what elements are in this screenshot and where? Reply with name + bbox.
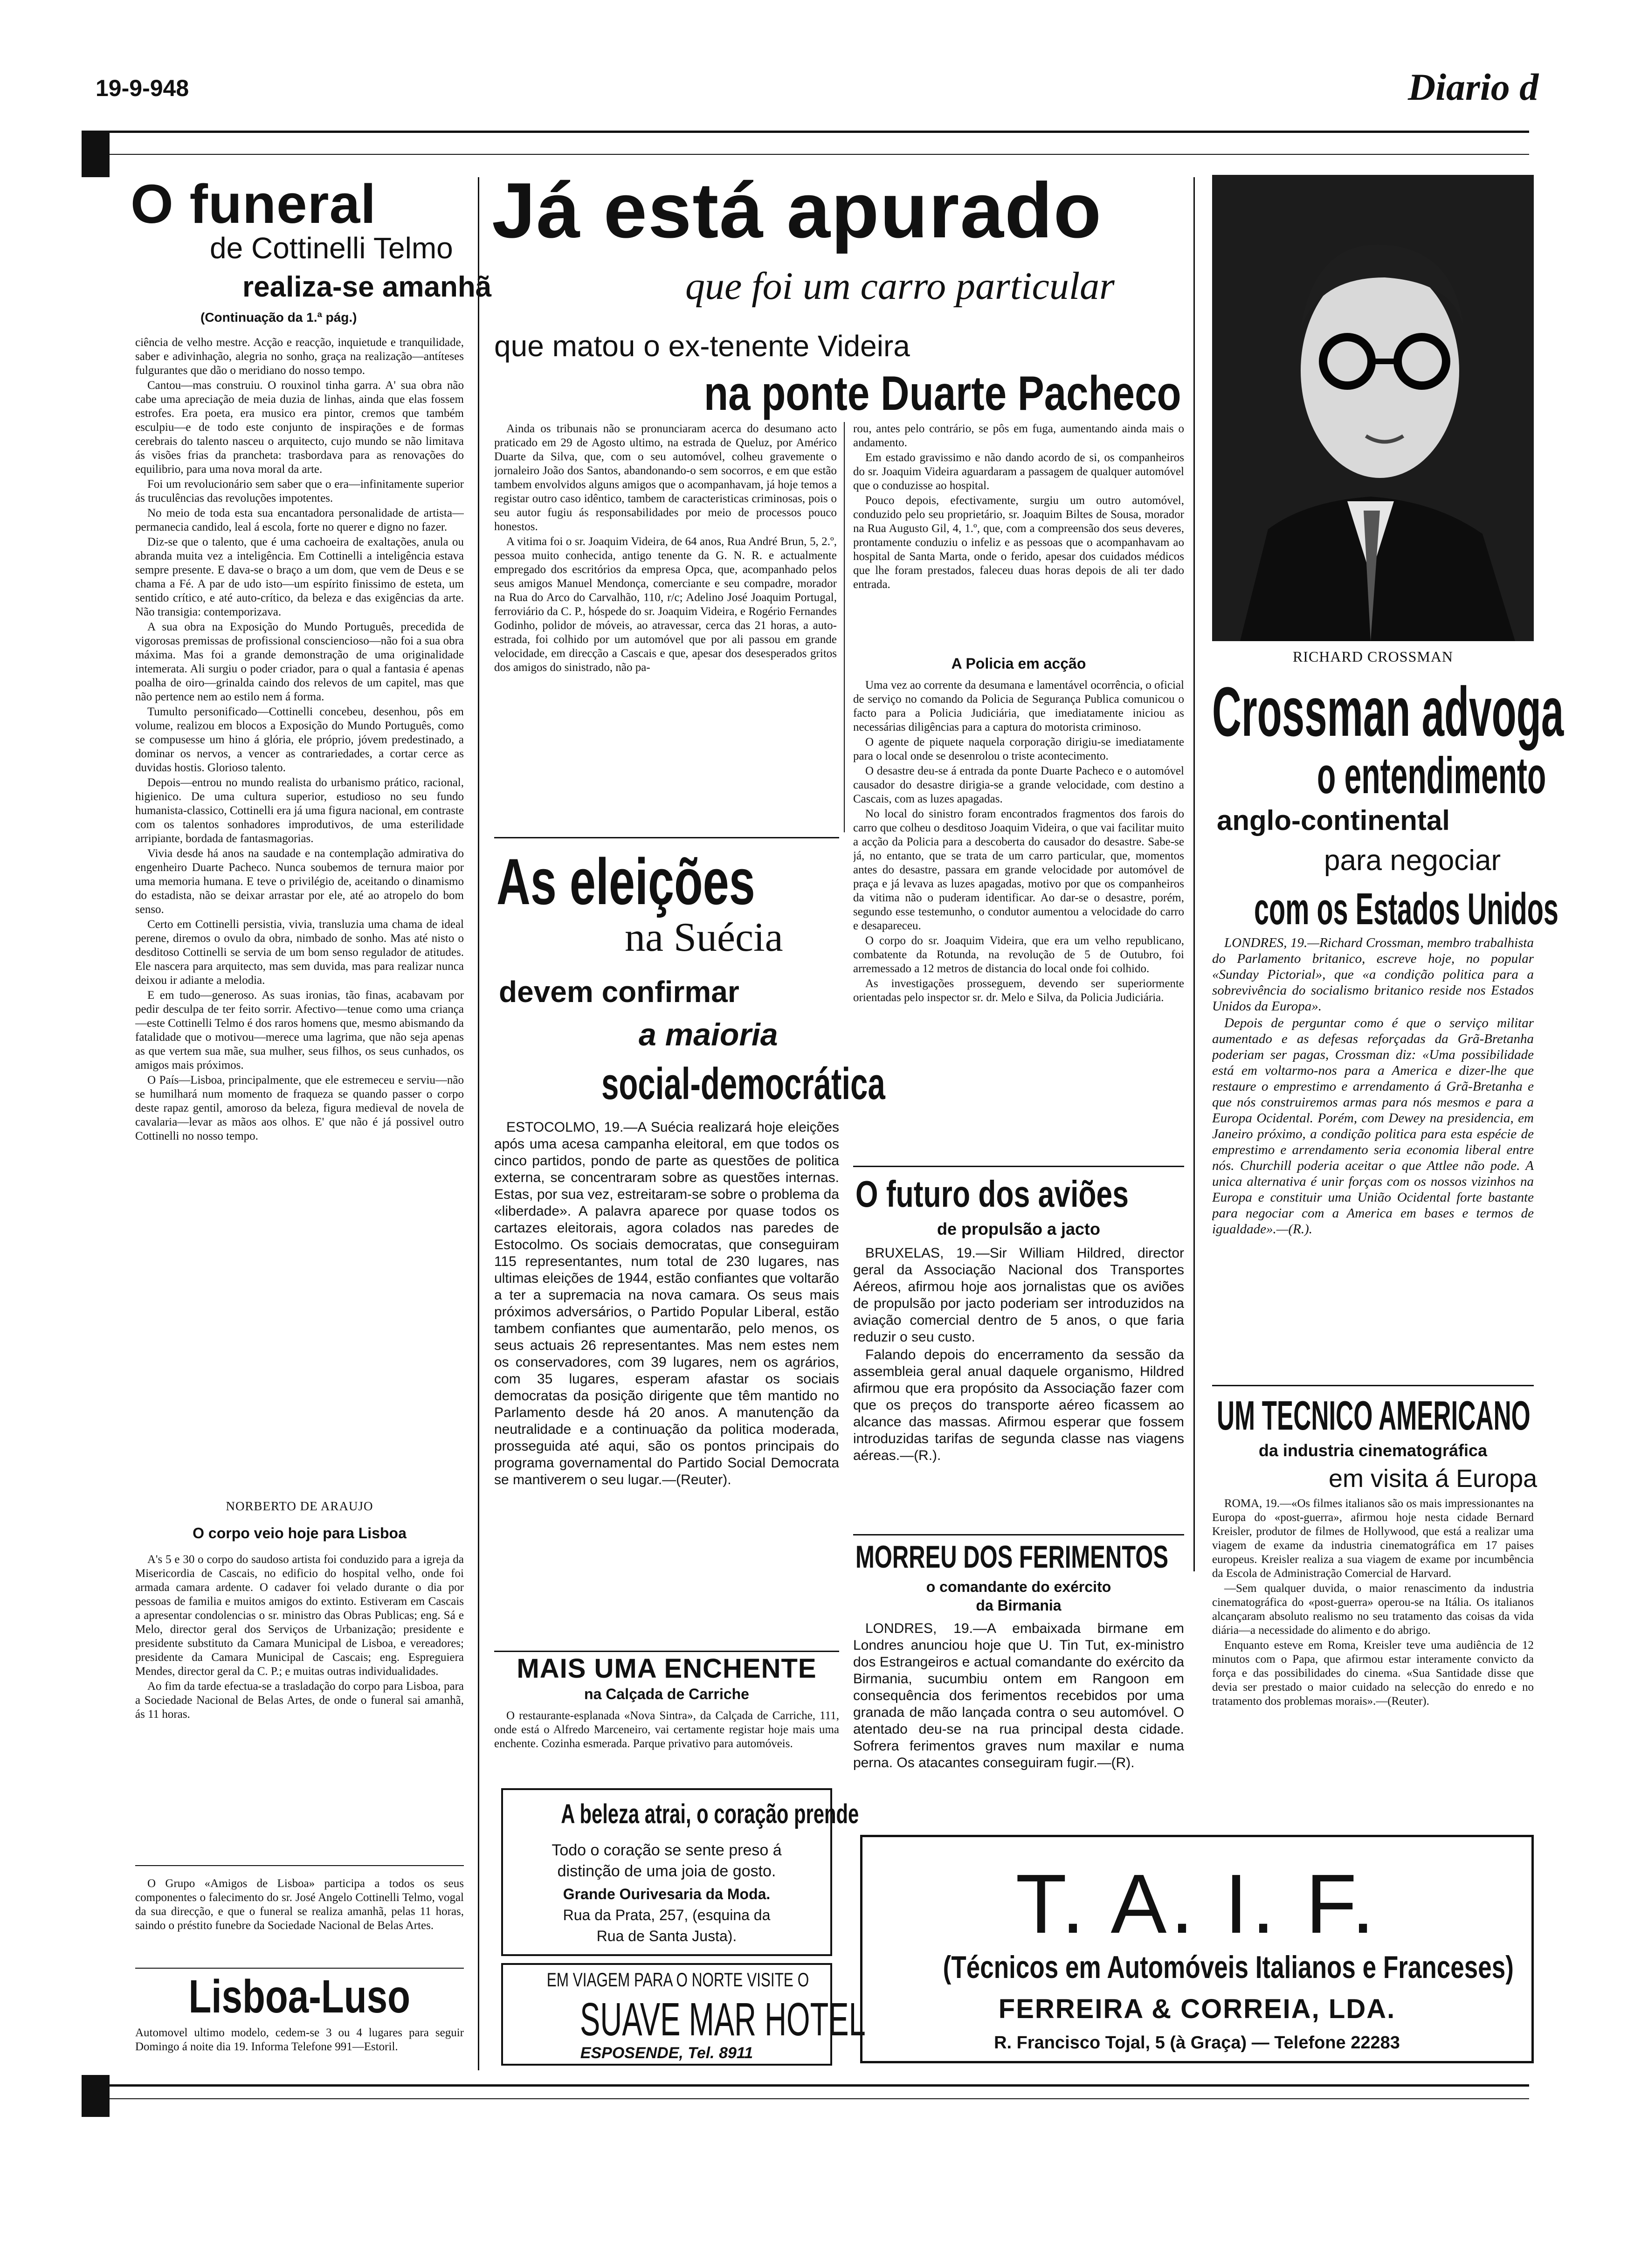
corpo-paragraph: Ao fim da tarde efectua-se a trasladação do corpo para Lisboa, para a Sociedade Nacional de Belas Artes, de onde o funeral sai amanhã, ás 11 horas. (135, 1680, 464, 1721)
crossman-photo (1212, 175, 1534, 641)
enchente-body (494, 1709, 839, 1752)
avioes-paragraph: Falando depois do encerramento da sessão da assembleia geral anual daquele organismo, Hildred afirmou que era propósito da Associação fazer com que os preços do transporte aéreo ficassem ao alcance das massas. Afirmou esperar que fossem introduzidas tarifas de segunda classe nas viagens aéreas.—(R.). (853, 1347, 1184, 1463)
apurado-paragraph: Uma vez ao corrente da desumana e lamentável ocorrência, o oficial de serviço no comando da Policia de Segurança Publica comunicou o facto para a Policia Judiciária, que imediatamente iniciou as necessárias diligências para a captura do motorista criminoso. (853, 679, 1184, 733)
ad-beleza-line: Grande Ourivesaria da Moda. (563, 1886, 771, 1902)
funeral-paragraph: Foi um revolucionário sem saber que o era—infinitamente superior ás truculências das revoluções impotentes. (135, 478, 464, 505)
lisboa-luso-title-wrap (135, 1970, 464, 2024)
morreu-body (853, 1620, 1184, 1867)
avioes-body (853, 1245, 1184, 1534)
apurado-subtitle-3: na ponte Duarte Pacheco (704, 366, 1181, 421)
separator (135, 1968, 464, 1969)
crossman-subtitle-4: com os Estados Unidos (1254, 884, 1558, 934)
morreu-subtitle-1: o comandante do exército (926, 1578, 1111, 1595)
tecnico-paragraph: ROMA, 19.—«Os filmes italianos são os mais impressionantes na Europa do «post-guerra», afirmou hoje nesta cidade Bernard Kreisler, produtor de filmes de Hollywood, que está a realizar uma viagem de exame da industria cinematográfica em 17 paises europeus. Kreisler realiza a sua viagem de exame por incumbência da Escola de Administração Comercial de Harvard. (1212, 1497, 1534, 1580)
funeral-paragraph: Certo em Cottinelli persistia, vivia, transluzia uma chama de ideal perene, diremos o ovulo da obra, nimbado de sonho. Mas até nisto o desditoso Cottinelli se servia de um bom senso regulador de atitudes. Ele nascera para arquitecto, mas sem duvida, mas para realizar nunca deixou ir adiante a melodia. (135, 918, 464, 987)
apurado-paragraph: O agente de piquete naquela corporação dirigiu-se imediatamente para o local onde se desenrolou o triste acontecimento. (853, 736, 1184, 762)
ad-hotel-line3: ESPOSENDE, Tel. 8911 (580, 2044, 753, 2062)
avioes-subtitle: de propulsão a jacto (937, 1219, 1101, 1238)
crossman-paragraph: Depois de perguntar como é que o serviço militar aumentado e as defesas reforçadas da Grã-Bretanha poderiam ser pagas, Crossman diz: «Uma possibilidade está em voltarmo-nos para a America e dizer-lhe que restaure o emprestimo e arrendamento á Grã-Bretanha e que nós construiremos armas para nós mesmos e para a Europa Ocidental. Porém, com Dewey na presidencia, em Janeiro próximo, a condição politica para esta espécie de emprestimo e arrendamento seria economia liberal entre nós. Churchill poderia aceitar o que Attlee não pode. A unica alternativa é unir forças com os nossos vizinhos na Europa e constituir uma União Ocidental forte bastante para negociar com a America em bases e termos de igualdade».—(R.). (1212, 1016, 1534, 1237)
funeral-paragraph: Cantou—mas construiu. O rouxinol tinha garra. A' sua obra não cabe uma apreciação de meia duzia de linhas, ainda que elas fossem estrofes. Era poeta, era musico era pintor, cremos que também esculpiu—e de todo este conjunto de inspirações e de formas cerebrais do talento nasceu o arquitecto, cujo mundo se não limitava ás visões frias da prancheta: trasbordava para as renovações do equilibrio, para uma nova moral da arte. (135, 379, 464, 476)
funeral-paragraph: A sua obra na Exposição do Mundo Português, precedida de vigorosas premissas de profissional conscienciosо—não foi a sua obra máxima. Mas foi a grande demonstração de uma originalidade intemerata. Ali surgiu o poder criador, para o qual a fantasia é apenas poalha de oiro—grinalda caindo dos relevos de um capitel, mas que não pertence nem ao estilo nem á forma. (135, 621, 464, 703)
crossman-subtitle-4-wrap (1254, 884, 1641, 935)
avioes-paragraph: BRUXELAS, 19.—Sir William Hildred, director geral da Associação Nacional dos Transportes Aéreos, afirmou hoje aos jornalistas que os aviões de propulsão por jacto poderiam ser introduzidos na aviação comercial dentro de 5 anos, o que faria reduzir o seu custo. (853, 1245, 1184, 1345)
funeral-paragraph: Vivia desde há anos na saudade e na contemplação admirativa do engenheiro Duarte Pacheco. Nunca soubemos de ternura maior por uma memoria humana. E teve o privilégio de, aceitando o dinamismo do estadista, não se deixar arrastar por ele, até ao atropelo do bom senso. (135, 847, 464, 916)
apurado-subtitle-1: que foi um carro particular (685, 264, 1115, 308)
apurado-title: Já está apurado (492, 166, 1103, 254)
apurado-paragraph: Pouco depois, efectivamente, surgiu um outro automóvel, conduzido pelo seu proprietário, sr. Joaquim Biltes de Sousa, morador na Rua Augusto Gil, 4, 1.º, que, com a compreensão dos seus deveres, prontamente conduziu o infeliz e as pessoas que o acompanhavam ao hospital de Santa Marta, onde o ferido, apesar dos cuidados médicos que lhe foram prestados, faleceu duas horas depois de ali ter dado entrada. (853, 494, 1184, 591)
eleicoes-subtitle-1: na Suécia (625, 915, 783, 960)
apurado-col1 (494, 422, 837, 832)
ad-taif-address: R. Francisco Tojal, 5 (à Graça) — Telefone 22283 (994, 2033, 1400, 2053)
ad-beleza-line: Rua da Prata, 257, (esquina da (563, 1907, 771, 1923)
apurado-paragraph: No local do sinistro foram encontrados fragmentos dos farois do carro que colheu o desditoso Joaquim Videira, o que vai facilitar muito a acção da Policia para a descoberta do causador do desastre. Sabe-se já, no entanto, que se trata de um carro particular, que, momentos antes do desastre, passara em grande velocidade por automóvel de praça e já levava as luzes apagadas, motivo por que os companheiros da vitima não o puderam identificar. Ao dar-se o desastre, porém, segundo esse testemunho, o condutor aumentou a velocidade do carro e desaparecеu. (853, 808, 1184, 932)
header-rule-thin (93, 154, 1529, 155)
tecnico-subtitle-1: da industria cinematográfica (1258, 1441, 1488, 1460)
ad-hotel-name: SUAVE MAR HOTEL (579, 1993, 866, 2046)
eleicoes-subtitle-3: a maioria (639, 1017, 778, 1052)
separator (1212, 1385, 1534, 1386)
ad-taif-subtitle: (Técnicos em Automóveis Italianos e Franceses) (943, 1950, 1514, 1985)
ad-taif-title: T. A. I. F. (1015, 1857, 1379, 1951)
crossman-title-wrap (1212, 671, 1641, 752)
eleicoes-subtitle-2: devem confirmar (499, 975, 739, 1009)
funeral-paragraph: Diz-se que o talento, que é uma cachoeira de exaltações, anula ou abranda muita vez a inteligência. Em Cottinelli a inteligência estava sempre presente. E dava-se o braço a um dom, que vem de Deus e se chama a Fé. A par de udo isto—um espírito finissimo de esteta, um sentido crítico, e até auto-crítico, da beleza e das exigências da arte. Não transigia: contemporizava. (135, 536, 464, 618)
page-date: 19-9-948 (96, 75, 189, 101)
apurado-paragraph: As investigações prosseguem, devendo ser superiormente orientadas pelo inspector sr. dr. Melo e Silva, da Policia Judiciária. (853, 977, 1184, 1004)
crossman-subtitle-1-wrap (1317, 746, 1641, 805)
eleicoes-title-wrap (496, 844, 855, 920)
funeral-paragraph: Depois—entrou no mundo realista do urbanismo prático, racional, higienico. De uma cultura superior, estudioso no seu fundo humanista-classico, Cottinelli era já uma figura nacional, em contraste com os talentos sonhadores improdutivos, de uma esterilidade arripiante, bordada de fantasmagorias. (135, 776, 464, 845)
ad-beleza (501, 1788, 859, 1956)
crossman-paragraph: LONDRES, 19.—Richard Crossman, membro trabalhista do Parlamento britanico, escreve hoje, no popular «Sunday Pictorial», que «a condição politica para a sobrevivência do socialismo britanico reside nos Estados Unidos da Europa». (1212, 935, 1534, 1014)
tecnico-paragraph: Enquanto esteve em Roma, Kreisler teve uma audiência de 12 minutos com o Papa, que afirmou estar interamente convicto da força e das possibilidades do cinema. «Sua Santidade disse que devia ser prestado o maior cuidado na selecção do enredo e no tratamento dos problemas morais».—(Reuter). (1212, 1639, 1534, 1708)
tecnico-title-wrap (1217, 1392, 1641, 1439)
ad-taif-subtitle-wrap (862, 1949, 1531, 1985)
eleicoes-paragraph: ESTOCOLMO, 19.—A Suécia realizará hoje eleições após uma acesa campanha eleitoral, em que todos os cinco partidos, pondo de parte as questões de politica externa, se concentraram sobre as questões internas. Estas, por sua vez, estreitaram-se sobre o problema da «liberdade». A palavra aparece por quase todos os cartazes eleitorais, agora colados nas paredes de Estocolmo. Os sociais democratas, que conseguiram 115 representantes, num total de 230 lugares, nas ultimas eleições de 1944, estão confiantes que voltarão a ter a supremacia na nova camara. Os seus mais próximos adversários, o Partido Popular Liberal, estão tambem confiantes que aumentarão, pelo menos, os seus actuais 26 representantes. Mas nem estes nem os conservadores, com 39 lugares, nem os agrários, com 35 lugares, esperam afastar os sociais democratas da posição dirigente que têm mantido no Parlamento desde há 20 anos. A manutenção da neutralidade e a continuação da politica moderada, prosseguida até aqui, são os pontos principais do programa governamental do Partido Social Democrata se mantiverem o seu lugar.—(Reuter). (494, 1120, 839, 1487)
apurado-paragraph: Ainda os tribunais não se pronunciaram acerca do desumano acto praticado em 29 de Agosto ultimo, na estrada de Queluz, por Américo Duarte da Silva, que, com o seu automóvel, colheu gravemente o jornaleiro João dos Santos, abandonando-o sem socorros, e em que estão tambem envolvidos alguns amigos que o acompanhavam, já hoje temos a registar outro caso idêntico, tambem de caracteristicas criminosas, pois o seu autor fugiu ás responsabilidades por meio de processos pouco honestos. (494, 422, 837, 533)
masthead: Diario d (1408, 66, 1539, 108)
funeral-paragraph: E em tudo—generoso. As suas ironias, tão finas, acabavam por pedir desculpa de ter feito sorrir. Afectivo—tenue como uma criança—este Cottinelli Telmo é dos raros homens que, mesmo abismando da fatalidade que o motivou—merece uma lagrima, que não seja apenas as que vertem sua mãe, sua mulher, seus filhos, os seus cunhados, os amigos mais próximos. (135, 989, 464, 1072)
funeral-continuation: (Continuação da 1.ª pág.) (200, 310, 357, 325)
lisboa-luso-text: Automovel ultimo modelo, cedem-se 3 ou 4 lugares para seguir Domingo á noite dia 19. Informa Telefone 991—Estoril. (135, 2026, 464, 2053)
crossman-subtitle-3: para negociar (1324, 844, 1501, 877)
funeral-paragraph: No meio de toda esta sua encantadora personalidade de artista—permanecia candido, leal á escola, forte no querer e digno no fazer. (135, 507, 464, 533)
apurado-paragraph: A vitima foi o sr. Joaquim Videira, de 64 anos, Rua André Brun, 5, 2.º, pessoa muito conhecida, antigo tenente da G. N. R. e actualmente empregado dos escritórios da empresa Opca, que, acompanhado pelos seus amigos Manuel Mendonça, comerciante e seu compadre, morador na Rua do Arco do Carvalhão, 110, r/c; Adelino José Joaquim Portugal, ferroviário da C. P., hóspede do sr. Joaquim Videira, e Rogério Fernandes Godinho, polidor de móveis, ao atravessar, cerca das 21 horas, a auto-estrada, foi colhido por um automóvel que por ali passou em grande velocidade, em direcção a Cascais e que, apesar dos desesperados gritos dos amigos do sinistrado, não pa- (494, 535, 837, 674)
funeral-paragraph: ciência de velho mestre. Acção e reacção, inquietude e tranquilidade, saber e adivinhação, alegria no sonho, graça na realização—antíteses fulgurantes que dão o meridiano do nosso tempo. (135, 336, 464, 377)
crossman-subtitle-1: o entendimento (1317, 747, 1546, 804)
funeral-body (135, 336, 464, 1492)
crossman-subtitle-2: anglo-continental (1217, 805, 1450, 836)
footer-rule-thin (93, 2098, 1529, 2099)
crossman-portrait (1212, 175, 1534, 641)
left-margin-mark (82, 131, 110, 177)
enchente-paragraph: O restaurante-esplanada «Nova Sintra», da Calçada de Carriche, 111, onde está o Alfredo Marceneiro, vai certamente registar hoje mais uma enchente. Cozinha esmerada. Parque privativo para automóveis. (494, 1709, 839, 1750)
eleicoes-subtitle-4: social-democrática (601, 1059, 885, 1109)
apurado-paragraph: O desastre deu-se á entrada da ponte Duarte Pacheco e o automóvel causador do desastre dirigia-se a grande velocidade, com destino a Cascais, com as luzes apagadas. (853, 765, 1184, 805)
amigos-paragraph: O Grupo «Amigos de Lisboa» participa a todos os seus componentes o falecimento do sr. José Angelo Cottinelli Telmo, vogal da sua direcção, e que o funeral se realiza amanhã, pelas 11 horas, saindo o préstito funebre da Sociedade Nacional de Belas Artes. (135, 1877, 464, 1932)
apurado-paragraph: O corpo do sr. Joaquim Videira, que era um velho republicano, combatente da Rotunda, na revolução de 5 de Outubro, foi arremessado a 12 metros de distancia do local onde foi colhido. (853, 934, 1184, 975)
ad-beleza-title-wrap (503, 1798, 859, 1830)
separator (853, 1166, 1184, 1167)
morreu-title: MORREU DOS FERIMENTOS (855, 1539, 1168, 1575)
apurado-paragraph: Em estado gravissimo e não dando acordo de si, os companheiros do sr. Joaquim Videira aguardaram a passagem de qualquer automóvel que o conduzisse ao hospital. (853, 451, 1184, 492)
morreu-paragraph: LONDRES, 19.—A embaixada birmane em Londres anunciou hoje que U. Tin Tut, ex-ministro dos Estrangeiros e actual comandante do exército da Birmania, sucumbiu ontem em Rangoon em consequência dos ferimentos recebidos por uma granada de mão lançada contra o seu automóvel. O atentado deu-se na rua principal desta cidade. Sofrera ferimentos graves num maxilar e numa perna. Os atacantes conseguiram fugir.—(R). (853, 1621, 1184, 1770)
footer-rule (93, 2084, 1529, 2087)
header-rule (93, 131, 1529, 133)
corpo-body (135, 1553, 464, 1870)
funeral-subtitle-1: de Cottinelli Telmo (210, 231, 453, 265)
amigos-lisboa-note (135, 1877, 464, 1965)
ad-beleza-line: distinção de uma joia de gosto. (557, 1862, 776, 1880)
crossman-body (1212, 935, 1534, 1373)
separator (494, 1651, 839, 1652)
ad-beleza-line: Rua de Santa Justa). (596, 1928, 737, 1944)
apurado-col2 (853, 422, 1184, 650)
crossman-title: Crossman advoga (1212, 672, 1564, 751)
corpo-heading: O corpo veio hoje para Lisboa (193, 1525, 407, 1542)
ad-hotel-line1: EM VIAGEM PARA O NORTE VISITE O (546, 1969, 809, 1991)
funeral-paragraph: Tumulto personificado—Cottinelli concebeu, desenhou, pôs em volume, realizou em blocos a Exposição do Mundo Português, como se compusesse um hino á glória, ele próprio, jóvem predestinado, a dominar os nervos, a vencer as contrariedades, a cortar cerce as duvidas hostis. Glorioso talento. (135, 705, 464, 774)
separator (135, 1865, 464, 1866)
avioes-title: O futuro dos aviões (855, 1173, 1129, 1215)
column-rule (478, 177, 479, 2070)
tecnico-title: UM TECNICO AMERICANO (1217, 1392, 1531, 1438)
lisboa-luso-title: Lisboa-Luso (188, 1971, 411, 2023)
ad-hotel (501, 1963, 866, 2066)
policia-heading: A Policia em acção (951, 655, 1086, 672)
eleicoes-title: As eleições (496, 845, 755, 918)
ad-beleza-line: Todo o coração se sente preso á (552, 1841, 782, 1859)
ad-hotel-line1-wrap (503, 1969, 830, 1991)
tecnico-paragraph: —Sem qualquer duvida, o maior renascimento da industria cinematográfica do «post-guerra» operou-se na Itália. Os italianos alcançaram absoluto realismo no seu tratamento das coisas da vida diária—a necessidade do alimento e do abrigo. (1212, 1582, 1534, 1637)
ad-hotel-name-wrap (503, 1993, 866, 2047)
eleicoes-body (494, 1119, 839, 1646)
crossman-caption: RICHARD CROSSMAN (1292, 648, 1454, 665)
corpo-paragraph: A's 5 e 30 o corpo do saudoso artista foi conduzido para a igreja da Misericordia de Cascais, no edificio do hospital velho, onde foi armada camara ardente. O cadaver foi velado durante o dia por pessoas de familia e muitos amigos do extinto. Estiveram em Cascais a apresentar condolencias o sr. ministro das Obras Publicas; eng. Sá e Melo, director geral dos Serviços de Urbanização; presidente e presidente substituto da Camara Municipal de Lisboa, e vereadores; presidente da Camara Municipal de Cascais; eng. Espreguiera Mendes, director geral da C. P.; e muitas outras individualidades. (135, 1553, 464, 1678)
tecnico-subtitle-2: em visita á Europa (1329, 1465, 1538, 1493)
funeral-signature: NORBERTO DE ARAUJO (226, 1499, 373, 1513)
eleicoes-subtitle-4-wrap (601, 1058, 1007, 1110)
separator (853, 1534, 1184, 1535)
ad-beleza-title: A beleza atrai, o coração prende (561, 1799, 859, 1829)
enchente-title: MAIS UMA ENCHENTE (517, 1653, 817, 1684)
column-rule (844, 422, 845, 832)
separator (494, 837, 839, 838)
funeral-title: O funeral (131, 173, 376, 235)
funeral-paragraph: O País—Lisboa, principalmente, que ele estremeceu e serviu—não se humilhará num momento de fraqueza se quando passer o corpo deste rapaz gentil, amoroso da beleza, figura medieval de novela de cavalaria—levar as mãos aos olhos. E' que não é já possivel outro Cottinelli no nosso tempo. (135, 1074, 464, 1142)
funeral-subtitle-2: realiza-se amanhã (242, 271, 492, 303)
enchente-subtitle: na Calçada de Carriche (584, 1686, 749, 1702)
tecnico-body (1212, 1497, 1534, 1823)
apurado-subtitle-2: que matou o ex-tenente Videira (494, 329, 910, 363)
left-margin-mark-bottom (82, 2075, 110, 2117)
ad-taif-company: FERREIRA & CORREIA, LDA. (998, 1994, 1396, 2024)
apurado-paragraph: rou, antes pelo contrário, se pôs em fuga, aumentando ainda mais o andamento. (853, 422, 1184, 449)
apurado-subtitle-3-wrap (704, 366, 1286, 422)
ad-taif (860, 1835, 1534, 2063)
morreu-subtitle-2: da Birmania (976, 1597, 1062, 1614)
avioes-title-wrap (855, 1173, 1206, 1216)
